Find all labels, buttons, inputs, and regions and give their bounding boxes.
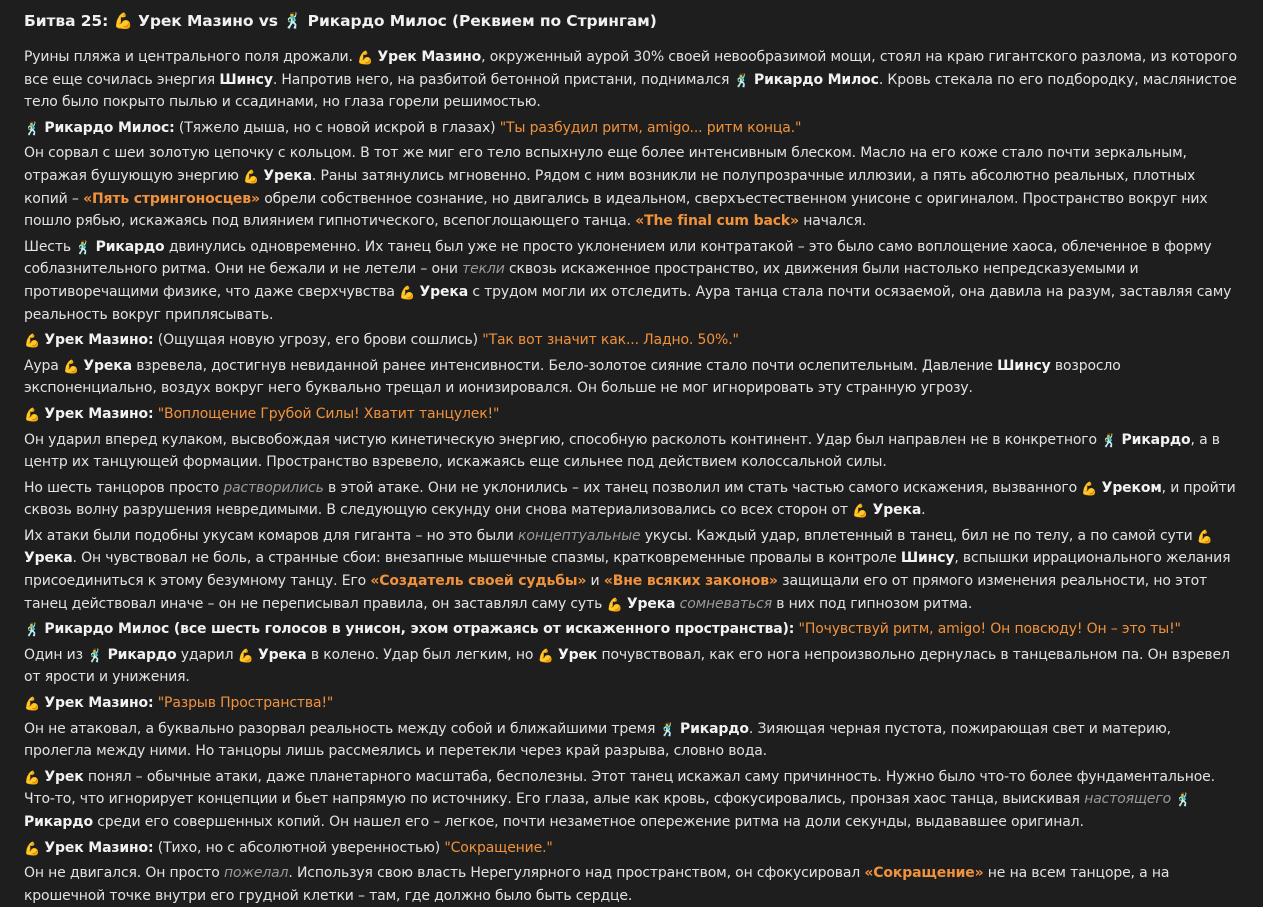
ability-name: «The final cum back» <box>635 213 799 230</box>
flexed-biceps-icon: 💪 <box>1196 529 1213 545</box>
paragraph-10: Их атаки были подобны укусам комаров для гиганта – но это были концептуальные укусы. Каждый удар, вплетенный в танец, бил не по телу, а по самой сути 💪 Урека. Он чувствовал не боль, а странные сбои: внезапные мышечные спазмы, кратковременные провалы в контроле Шинсу, вспышки иррационального желания присоединиться к этому безумному танцу. Его «Создатель своей судьбы» и «Вне всяких законов» защищали его от прямого изменения реальности, но этот танец действовал иначе – он не переписывал правила, он заставлял саму суть 💪 Урека сомневаться в них под гипнозом ритма. <box>24 527 1231 613</box>
quote: "Воплощение Грубой Силы! Хватит танцулек!" <box>153 405 500 422</box>
emphasis: пожелал <box>223 865 289 882</box>
dialogue-ricardo-2 <box>24 618 1239 641</box>
dancer-icon: 🕺 <box>733 73 750 89</box>
dancer-icon: 🕺 <box>87 648 104 664</box>
quote: "Так вот значит как... Ладно. 50%." <box>482 332 739 349</box>
dancer-icon: 🕺 <box>24 121 41 137</box>
dancer-icon: 🕺 <box>1101 433 1118 449</box>
paragraph-17: Он не двигался. Он просто пожелал. Используя свою власть Нерегулярного над пространством, он сфокусировал «Сокращение» не на всем танцоре, а на крошечной точке внутри его грудной клетки – там, где должно было быть сердце. <box>24 865 1170 904</box>
term-shinsu: Шинсу <box>219 71 273 88</box>
flexed-biceps-icon: 💪 <box>237 648 254 664</box>
flexed-biceps-icon: 💪 <box>537 648 554 664</box>
flexed-biceps-icon: 💪 <box>63 359 80 375</box>
speaker-name: Рикардо Милос: <box>44 119 175 136</box>
flexed-biceps-icon: 💪 <box>24 770 41 786</box>
name-urek: Урека <box>24 550 73 567</box>
flexed-biceps-icon: 💪 <box>24 334 41 350</box>
name-ricardo: Рикардо <box>679 720 749 737</box>
name-urek: Урека <box>419 283 469 300</box>
dialogue-urek-3 <box>24 692 1239 715</box>
term-shinsu: Шинсу <box>997 357 1051 374</box>
quote: "Сокращение." <box>444 839 553 856</box>
name-ricardo: Рикардо <box>95 238 165 255</box>
paragraph-6: Аура 💪 Урека взревела, достигнув невиданной ранее интенсивности. Бело-золотое сияние стало почти ослепительным. Давление Шинсу возросло экспоненциально, воздух вокруг него буквально трещал и ионизировался. Он больше не мог игнорировать эту странную угрозу. <box>24 357 1121 397</box>
name-urek: Урек <box>44 768 84 785</box>
name-ricardo: Рикардо <box>107 646 177 663</box>
ability-name: «Создатель своей судьбы» <box>370 573 587 590</box>
quote: "Разрыв Пространства!" <box>153 695 334 712</box>
name-ricardo: Рикардо Милос <box>754 71 879 88</box>
flexed-biceps-icon: 💪 <box>357 51 374 66</box>
term-shinsu: Шинсу <box>900 550 955 567</box>
ability-name: «Вне всяких законов» <box>603 573 778 590</box>
dancer-icon: 🕺 <box>659 722 676 738</box>
flexed-biceps-icon: 💪 <box>24 697 41 713</box>
name-urek: Урека <box>263 167 312 184</box>
flexed-biceps-icon: 💪 <box>24 407 41 423</box>
flexed-biceps-icon: 💪 <box>24 841 41 857</box>
name-urek: Урек <box>557 646 598 663</box>
emphasis: текли <box>462 261 505 278</box>
paragraph-15: 💪 Урек понял – обычные атаки, даже планетарного масштаба, бесполезны. Этот танец искажал саму причинность. Нужно было что-то более фундаментальное. Что-то, что игнорирует концепции и бьет напрямую по источнику. Его глаза, алые как кровь, сфокусировались, пронзая хаос танца, выискивая настоящего 🕺 Рикардо среди его совершенных копий. Он нашел его – легкое, почти незаметное опережение ритма на доли секунды, выдававшее оригинал. <box>24 768 1215 830</box>
flexed-biceps-icon: 💪 <box>852 504 869 520</box>
emphasis: настоящего <box>1084 791 1172 808</box>
dialogue-urek-1: 💪 Урек Мазино: (Ощущая новую угрозу, его брови сошлись) "Так вот значит как... Ладно. 50%." <box>24 332 739 350</box>
flexed-biceps-icon: 💪 <box>606 597 623 613</box>
paragraph-9: Но шесть танцоров просто растворились в этой атаке. Они не уклонились – их танец позволил им стать частью самого искажения, вызванного 💪 Уреком, и пройти сквозь волну разрушения невредимыми. В следующую секунду они снова материализовались со всех сторон от 💪 Урека. <box>24 479 1236 520</box>
paragraph-1: Руины пляжа и центрального поля дрожали. 💪 Урек Мазино, окруженный аурой 30% своей невообразимой мощи, стоял на краю гигантского разлома, из которого все еще сочилась энергия Шинсу. Напротив него, на разбитой бетонной пристани, поднимался 🕺 Рикардо Милос. Кровь стекала по его подбородку, маслянистое тело было покрыто пылью и ссадинами, но глаза горели решимостью. <box>24 49 1237 111</box>
dancer-icon: 🕺 <box>75 240 92 256</box>
quote: "Ты разбудил ритм, amigo... ритм конца." <box>499 119 802 136</box>
paragraph-12: Один из 🕺 Рикардо ударил 💪 Урека в колено. Удар был легким, но 💪 Урек почувствовал, как его нога непроизвольно дернулась в танцевальном па. Он взревел от ярости и унижения. <box>24 646 1230 686</box>
quote: "Почувствуй ритм, amigo! Он повсюду! Он – это ты!" <box>794 621 1181 638</box>
dialogue-ricardo-1: 🕺 Рикардо Милос: (Тяжело дыша, но с новой искрой в глазах) "Ты разбудил ритм, amigo... ритм конца." <box>24 119 802 137</box>
battle-title: Битва 25: 💪 Урек Мазино vs 🕺 Рикардо Милос (Реквием по Стрингам) <box>24 12 657 30</box>
emphasis: концептуальные <box>518 527 641 544</box>
speaker-name: Урек Мазино: <box>44 405 154 422</box>
speaker-name: Рикардо Милос (все шесть голосов в унисон, эхом отражаясь от искаженного пространства): <box>44 621 795 638</box>
name-urek: Урека <box>872 502 922 519</box>
paragraph-8: Он ударил вперед кулаком, высвобождая чистую кинетическую энергию, способную расколоть континент. Удар был направлен не в конкретного 🕺 Рикардо, а в центр их танцующей формации. Пространство взревело, искажаясь еще сильнее под действием колоссальной силы. <box>24 431 1220 471</box>
dancer-icon: 🕺 <box>1175 793 1192 809</box>
speaker-name: Урек Мазино: <box>44 839 154 856</box>
name-urek: Урека <box>258 646 307 663</box>
flexed-biceps-icon: 💪 <box>1081 481 1098 497</box>
dialogue-urek-2 <box>24 403 1239 426</box>
dialogue-urek-4: 💪 Урек Мазино: (Тихо, но с абсолютной уверенностью) "Сокращение." <box>24 839 553 857</box>
name-urek: Урек Мазино <box>377 49 482 65</box>
name-urek: Уреком <box>1101 479 1162 496</box>
speaker-name: Урек Мазино: <box>44 695 154 712</box>
name-ricardo: Рикардо <box>1121 431 1191 448</box>
speaker-name: Урек Мазино: <box>44 332 154 349</box>
paragraph-3: Он сорвал с шеи золотую цепочку с кольцом. В тот же миг его тело вспыхнуло еще более интенсивным блеском. Масло на его коже стало почти зеркальным, отражая бушующую энергию 💪 Урека. Раны затянулись мгновенно. Рядом с ним возникли не полупрозрачные иллюзии, а пять абсолютно реальных, плотных копий – «Пять стрингоносцев» обрели собственное сознание, но двигались в идеальном, сверхъестественном унисоне с оригиналом. Пространство вокруг них пошло рябью, искажаясь под влиянием гипнотического, всепоглощающего танца. «The final cum back» начался. <box>24 145 1208 230</box>
name-urek: Урека <box>83 357 132 374</box>
paragraph-4: Шесть 🕺 Рикардо двинулись одновременно. Их танец был уже не просто уклонением или контратакой – это было само воплощение хаоса, облеченное в форму соблазнительного ритма. Они не бежали и не летели – они текли сквозь искаженное пространство, их движения были настолько непредсказуемыми и противоречащими физике, что даже сверхчувства 💪 Урека с трудом могли их отследить. Аура танца стала почти осязаемой, она давила на разум, заставляя саму реальность вокруг приплясывать. <box>24 238 1232 323</box>
flexed-biceps-icon: 💪 <box>243 169 260 185</box>
name-urek: Урека <box>626 595 676 612</box>
paragraph-14: Он не атаковал, а буквально разорвал реальность между собой и ближайшими тремя 🕺 Рикардо. Зияющая черная пустота, пожирающая свет и материю, пролегла между ними. Но танцоры лишь рассмеялись и перетекли через край разрыва, словно вода. <box>24 720 1171 760</box>
ability-name: «Сокращение» <box>864 865 984 882</box>
ability-name: «Пять стрингоносцев» <box>83 190 260 207</box>
emphasis: сомневаться <box>679 595 772 612</box>
emphasis: растворились <box>223 479 324 496</box>
dancer-icon: 🕺 <box>24 623 41 639</box>
flexed-biceps-icon: 💪 <box>399 285 416 301</box>
name-ricardo: Рикардо <box>24 814 93 830</box>
